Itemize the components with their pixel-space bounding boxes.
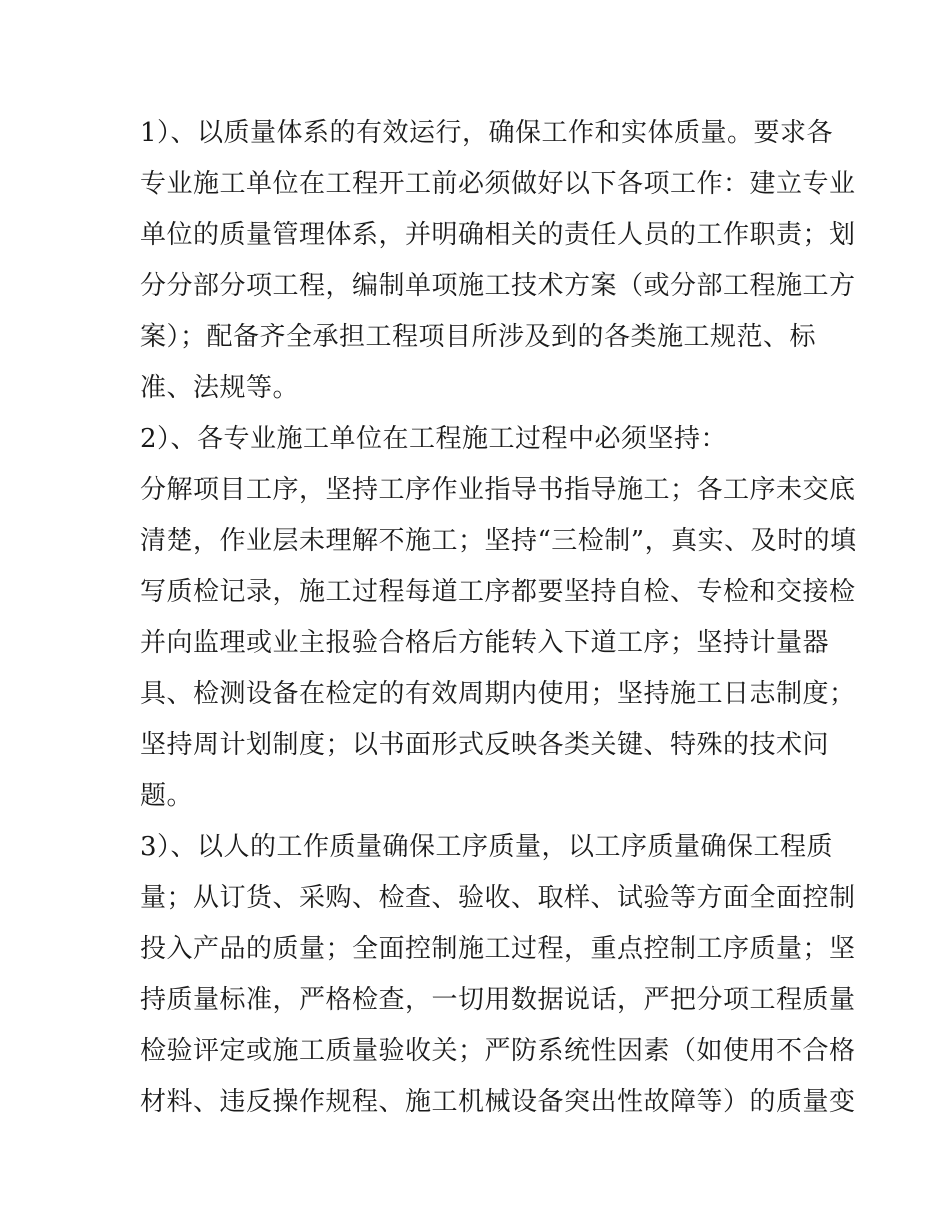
text-line: 专业施工单位在工程开工前必须做好以下各项工作：建立专业 [140, 169, 856, 199]
text-line: 并向监理或业主报验合格后方能转入下道工序；坚持计量器 [140, 628, 830, 658]
text-line: 投入产品的质量；全面控制施工过程，重点控制工序质量；坚 [140, 934, 856, 964]
text-line: 持质量标准，严格检查，一切用数据说话，严把分项工程质量 [140, 985, 856, 1015]
text-line: 量；从订货、采购、检查、验收、取样、试验等方面全面控制 [140, 883, 856, 913]
text-line: 题。 [140, 781, 194, 811]
text-line: 分解项目工序，坚持工序作业指导书指导施工；各工序未交底 [140, 475, 856, 505]
text-line: 1）、以质量体系的有效运行，确保工作和实体质量。要求各 [140, 118, 834, 148]
text-line: 写质检记录，施工过程每道工序都要坚持自检、专检和交接检 [140, 577, 856, 607]
text-line: 分分部分项工程，编制单项施工技术方案（或分部工程施工方 [140, 271, 856, 301]
text-line: 检验评定或施工质量验收关；严防系统性因素（如使用不合格 [140, 1036, 856, 1066]
text-line: 单位的质量管理体系，并明确相关的责任人员的工作职责；划 [140, 220, 856, 250]
text-line: 2）、各专业施工单位在工程施工过程中必须坚持： [140, 424, 728, 454]
text-line: 具、检测设备在检定的有效周期内使用；坚持施工日志制度； [140, 679, 856, 709]
text-line: 案）；配备齐全承担工程项目所涉及到的各类施工规范、标 [140, 322, 817, 352]
document-body [140, 108, 857, 1128]
text-line: 3）、以人的工作质量确保工序质量，以工序质量确保工程质 [140, 832, 834, 862]
text-line: 材料、违反操作规程、施工机械设备突出性故障等）的质量变 [140, 1087, 856, 1117]
text-line: 准、法规等。 [140, 373, 300, 403]
text-line: 坚持周计划制度；以书面形式反映各类关键、特殊的技术问 [140, 730, 830, 760]
text-line: 清楚，作业层未理解不施工；坚持“三检制”，真实、及时的填 [140, 526, 857, 556]
